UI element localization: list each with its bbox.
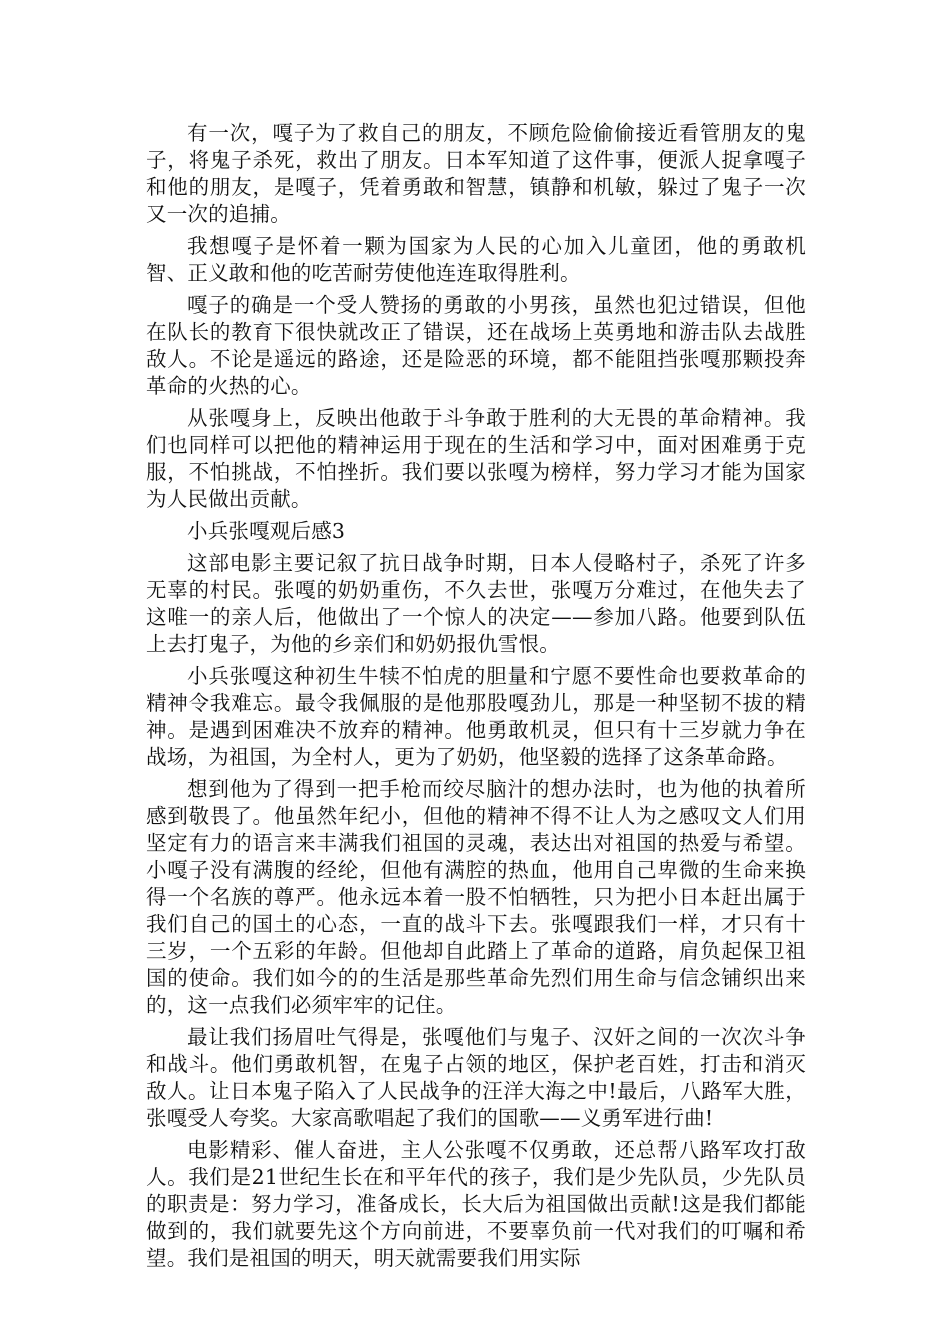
section-title: 小兵张嘎观后感3	[187, 519, 346, 543]
paragraph: 我想嘎子是怀着一颗为国家为人民的心加入儿童团，他的勇敢机智、正义敢和他的吃苦耐劳使他连连取得胜利。	[146, 234, 806, 285]
paragraph: 想到他为了得到一把手枪而绞尽脑汁的想办法时，也为他的执着所感到敬畏了。他虽然年纪小，但他的精神不得不让人为之感叹文人们用坚定有力的语言来丰满我们祖国的灵魂，表达出对祖国的热爱与希望。小嘎子没有满腹的经纶，但他有满腔的热血，他用自己卑微的生命来换得一个名族的尊严。他永远本着一股不怕牺牲，只为把小日本赶出属于我们自己的国土的心态，一直的战斗下去。张嘎跟我们一样，才只有十三岁，一个五彩的年龄。但他却自此踏上了革命的道路，肩负起保卫祖国的使命。我们如今的的生活是那些革命先烈们用生命与信念铺织出来的，这一点我们必须牢牢的记住。	[146, 777, 806, 1017]
paragraph: 嘎子的确是一个受人赞扬的勇敢的小男孩，虽然也犯过错误，但他在队长的教育下很快就改正了错误，还在战场上英勇地和游击队去战胜敌人。不论是遥远的路途，还是险恶的环境，都不能阻挡张嘎那颗投奔革命的火热的心。	[146, 293, 806, 398]
paragraph: 小兵张嘎这种初生牛犊不怕虎的胆量和宁愿不要性命也要救革命的精神令我难忘。最令我佩服的是他那股嘎劲儿，那是一种坚韧不拔的精神。是遇到困难决不放弃的精神。他勇敢机灵，但只有十三岁就力争在战场，为祖国，为全村人，更为了奶奶，他坚毅的选择了这条革命路。	[146, 664, 806, 769]
paragraph: 这部电影主要记叙了抗日战争时期，日本人侵略村子，杀死了许多无辜的村民。张嘎的奶奶重伤，不久去世，张嘎万分难过，在他失去了这唯一的亲人后，他做出了一个惊人的决定——参加八路。他要到队伍上去打鬼子，为他的乡亲们和奶奶报仇雪恨。	[146, 551, 806, 656]
paragraph: 最让我们扬眉吐气得是，张嘎他们与鬼子、汉奸之间的一次次斗争和战斗。他们勇敢机智，在鬼子占领的地区，保护老百姓，打击和消灭敌人。让日本鬼子陷入了人民战争的汪洋大海之中!最后，八路军大胜，张嘎受人夸奖。大家高歌唱起了我们的国歌——义勇军进行曲!	[146, 1025, 806, 1130]
paragraph: 电影精彩、催人奋进，主人公张嘎不仅勇敢，还总帮八路军攻打敌人。我们是21世纪生长在和平年代的孩子，我们是少先队员，少先队员的职责是：努力学习，准备成长，长大后为祖国做出贡献!这是我们都能做到的，我们就要先这个方向前进，不要辜负前一代对我们的叮嘱和希望。我们是祖国的明天，明天就需要我们用实际	[146, 1138, 806, 1270]
paragraph: 从张嘎身上，反映出他敢于斗争敢于胜利的大无畏的革命精神。我们也同样可以把他的精神运用于现在的生活和学习中，面对困难勇于克服，不怕挑战，不怕挫折。我们要以张嘎为榜样，努力学习才能为国家为人民做出贡献。	[146, 406, 806, 511]
document-body	[146, 120, 806, 1277]
paragraph: 有一次，嘎子为了救自己的朋友，不顾危险偷偷接近看管朋友的鬼子，将鬼子杀死，救出了朋友。日本军知道了这件事，便派人捉拿嘎子和他的朋友，是嘎子，凭着勇敢和智慧，镇静和机敏，躲过了鬼子一次又一次的追捕。	[146, 121, 806, 226]
